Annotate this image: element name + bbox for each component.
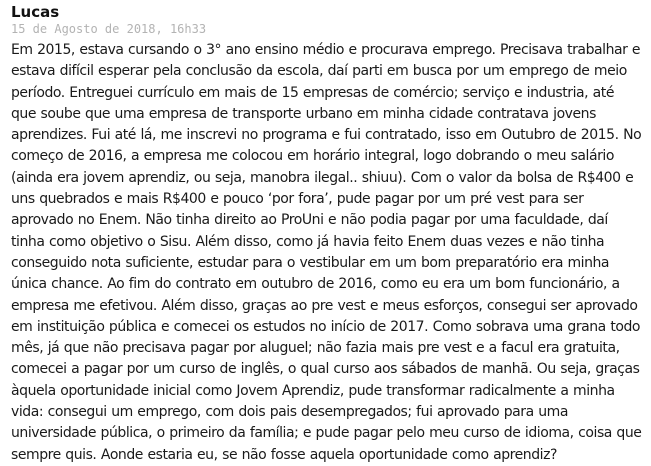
author-name: Lucas — [11, 3, 60, 21]
post-body: Em 2015, estava cursando o 3° ano ensino médio e procurava emprego. Precisava trabalhar e estava difícil esperar pela conclusão da escola, daí parti em busca por um emprego de meio período. Entreguei currículo em mais de 15 empresas de comércio; serviço e industria, até que soube que uma empresa de transporte urbano em minha cidade contratava jovens aprendizes. Fui até lá, me inscrevi no programa e fui contratado, isso em Outubro de 2015. No começo de 2016, a empresa me colocou em horário integral, logo dobrando o meu salário (ainda era jovem aprendiz, ou seja, manobra ilegal.. shiuu). Com o valor da bolsa de R$400 e uns quebrados e mais R$400 e pouco ‘por fora’, pude pagar por um pré vest para ser aprovado no Enem. Não tinha direito ao ProUni e não podia pagar por uma faculdade, daí tinha como objetivo o Sisu. Além disso, como já havia feito Enem duas vezes e não tinha conseguido nota suficiente, estudar para o vestibular em um bom preparatório era minha única chance. Ao fim do contrato em outubro de 2016, como eu era um bom funcionário, a empresa me efetivou. Além disso, graças ao pre vest e meus esforços, consegui ser aprovado em instituição pública e comecei os estudos no início de 2017. Como sobrava uma grana todo mês, já que não precisava pagar por aluguel; não fazia mais pre vest e a facul era gratuita, comecei a pagar por um curso de inglês, o qual curso aos sábados de manhã. Ou seja, graças àquela oportunidade inicial como Jovem Aprendiz, pude transformar radicalmente a minha vida: consegui um emprego, com dois pais desempregados; fui aprovado para uma universidade pública, o primeiro da família; e pude pagar pelo meu curso de idioma, coisa que sempre quis. Aonde estaria eu, se não fosse aquela oportunidade como aprendiz? — [11, 42, 642, 463]
post-timestamp: 15 de Agosto de 2018, 16h33 — [11, 22, 207, 36]
testimonial-post — [11, 3, 643, 466]
